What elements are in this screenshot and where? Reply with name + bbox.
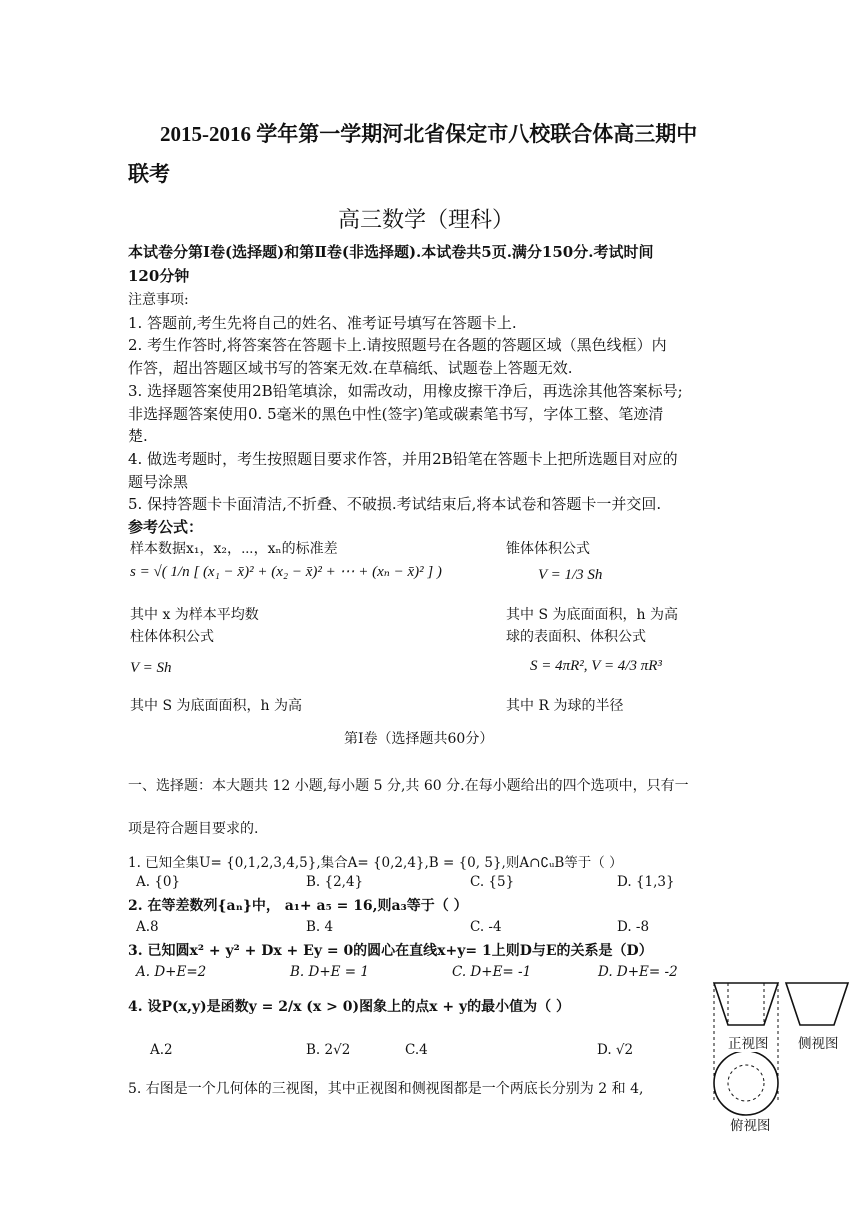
question-2-option-c: C. -4 xyxy=(470,919,502,935)
note-item-3-cont: 非选择题答案使用0. 5毫米的黑色中性(签字)笔或碳素笔书写，字体工整、笔迹清 xyxy=(128,405,664,423)
cone-volume-note: 其中 S 为底面面积，h 为高 xyxy=(506,607,678,623)
question-4-option-d: D. √2 xyxy=(597,1042,634,1058)
cone-volume-label: 锥体体积公式 xyxy=(506,541,590,557)
question-5-stem: 5. 右图是一个几何体的三视图，其中正视图和侧视图都是一个两底长分别为 2 和 4, xyxy=(128,1081,644,1097)
question-2-option-b: B. 4 xyxy=(306,919,334,935)
intro-line-2: 120分钟 xyxy=(128,267,190,285)
sphere-formula: S = 4πR², V = 4/3 πR³ xyxy=(530,658,662,674)
question-4-option-c: C.4 xyxy=(405,1042,428,1058)
question-2-option-d: D. -8 xyxy=(617,919,650,935)
sphere-label: 球的表面积、体积公式 xyxy=(506,629,646,645)
std-dev-label: 样本数据x₁，x₂，⋯，xₙ的标准差 xyxy=(130,541,338,557)
note-item-4: 4. 做选考题时，考生按照题目要求作答，并用2B铅笔在答题卡上把所选题目对应的 xyxy=(128,450,678,468)
side-view-label: 侧视图 xyxy=(798,1036,839,1052)
question-3-option-c: C. D+E= -1 xyxy=(452,964,532,980)
sphere-note: 其中 R 为球的半径 xyxy=(506,698,624,714)
note-item-3-end: 楚. xyxy=(128,427,148,445)
side-view-drawing xyxy=(786,983,848,1025)
note-item-2: 2. 考生作答时,将答案答在答题卡上.请按照题号在各题的答题区域（黑色线框）内 xyxy=(128,336,667,354)
top-view-drawing xyxy=(714,1051,778,1115)
prism-volume-formula: V = Sh xyxy=(130,660,172,676)
formulas-heading: 参考公式： xyxy=(128,518,204,536)
question-3-option-d: D. D+E= -2 xyxy=(598,964,678,980)
note-item-1: 1. 答题前,考生先将自己的姓名、准考证号填写在答题卡上. xyxy=(128,314,517,332)
question-3-stem: 3. 已知圆x² + y² + Dx + Ey = 0的圆心在直线x+y= 1上则D与E的关系是（D） xyxy=(128,943,653,959)
std-dev-formula: s = √( 1/n [ (x₁ − x̄)² + (x₂ − x̄)² + ⋯ + (xₙ − x̄)² ] ) xyxy=(130,564,442,580)
question-1-option-d: D. {1,3} xyxy=(617,874,675,890)
section1-line-1: 一、选择题：本大题共 12 小题,每小题 5 分,共 60 分.在每小题给出的四个选项中，只有一 xyxy=(128,778,689,794)
question-3-option-a: A. D+E=2 xyxy=(136,964,207,980)
front-view-label: 正视图 xyxy=(726,1032,771,1052)
three-view-figure xyxy=(700,975,850,1135)
note-item-5: 5. 保持答题卡卡面清洁,不折叠、不破损.考试结束后,将本试卷和答题卡一并交回. xyxy=(128,495,662,513)
question-2-stem: 2. 在等差数列{aₙ}中， a₁+ a₅ = 16,则a₃等于（ ） xyxy=(128,898,468,914)
question-2-option-a: A.8 xyxy=(136,919,159,935)
note-item-4-cont: 题号涂黑 xyxy=(128,473,189,491)
question-1-stem: 1. 已知全集U= {0,1,2,3,4,5},集合A= {0,2,4},B = {0, 5},则A∩∁ᵤB等于（ ） xyxy=(128,855,623,871)
question-4-stem: 4. 设P(x,y)是函数y = 2/x (x > 0)图象上的点x + y的最小值为（ ） xyxy=(128,999,570,1015)
question-4-option-a: A.2 xyxy=(150,1042,173,1058)
notes-heading: 注意事项: xyxy=(128,292,189,308)
intro-line-1: 本试卷分第Ⅰ卷(选择题)和第Ⅱ卷(非选择题).本试卷共5页.满分150分.考试时间 xyxy=(128,243,654,261)
note-item-3: 3. 选择题答案使用2B铅笔填涂，如需改动，用橡皮擦干净后，再选涂其他答案标号; xyxy=(128,382,683,400)
cone-volume-formula: V = 1/3 Sh xyxy=(538,567,603,583)
question-1-option-c: C. {5} xyxy=(470,874,515,890)
question-3-option-b: B. D+E = 1 xyxy=(290,964,369,980)
title-line-1: 2015-2016 学年第一学期河北省保定市八校联合体高三期中 xyxy=(160,122,698,146)
section1-line-2: 项是符合题目要求的. xyxy=(128,821,259,837)
question-1-option-b: B. {2,4} xyxy=(306,874,364,890)
front-view-drawing xyxy=(714,983,778,1025)
title-line-2: 联考 xyxy=(128,162,170,186)
question-4-option-b: B. 2√2 xyxy=(306,1042,351,1058)
prism-volume-label: 柱体体积公式 xyxy=(130,629,214,645)
part1-heading: 第Ⅰ卷（选择题共60分） xyxy=(344,731,494,747)
prism-volume-note: 其中 S 为底面面积，h 为高 xyxy=(130,698,302,714)
std-dev-note: 其中 x 为样本平均数 xyxy=(130,607,259,623)
top-view-label: 俯视图 xyxy=(730,1118,771,1134)
subtitle: 高三数学（理科） xyxy=(338,208,515,233)
note-item-2-cont: 作答，超出答题区域书写的答案无效.在草稿纸、试题卷上答题无效. xyxy=(128,359,573,377)
question-1-option-a: A. {0} xyxy=(136,874,181,890)
